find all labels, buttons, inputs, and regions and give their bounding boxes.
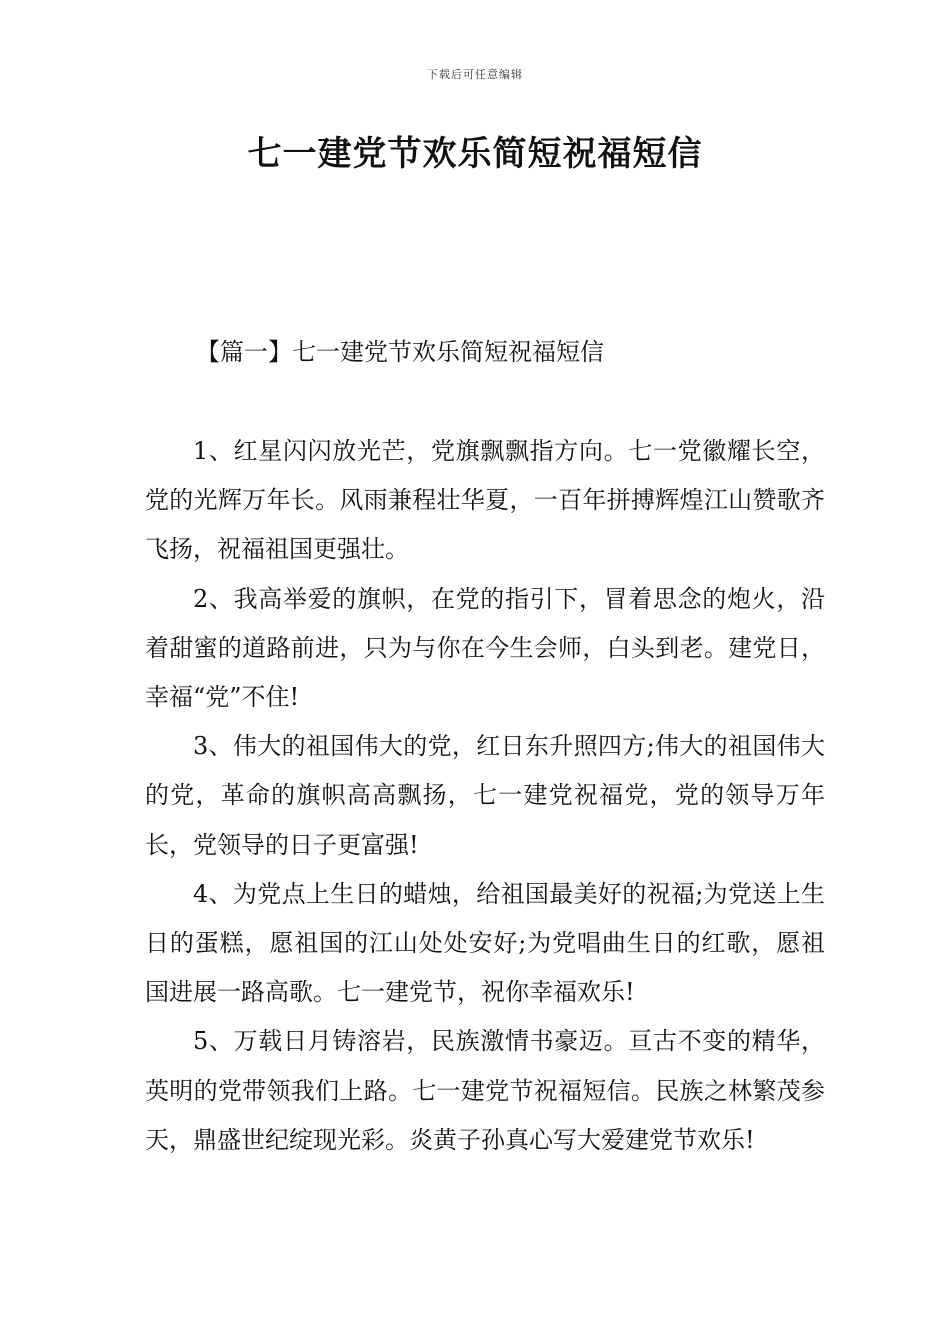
paragraph-2: 2、我高举爱的旗帜，在党的指引下，冒着思念的炮火，沿着甜蜜的道路前进，只为与你在今生会师，白头到老。建党日，幸福“党”不住! — [145, 584, 825, 712]
paragraph-4: 4、为党点上生日的蜡烛，给祖国最美好的祝福;为党送上生日的蛋糕，愿祖国的江山处处安好;为党唱曲生日的红歌，愿祖国进展一路高歌。七一建党节，祝你幸福欢乐! — [145, 879, 825, 1007]
body-text — [145, 427, 825, 1165]
paragraph-5: 5、万载日月铸溶岩，民族激情书豪迈。亘古不变的精华，英明的党带领我们上路。七一建党节祝福短信。民族之林繁茂参天，鼎盛世纪绽现光彩。炎黄子孙真心写大爱建党节欢乐! — [145, 1027, 825, 1154]
paragraph-3: 3、伟大的祖国伟大的党，红日东升照四方;伟大的祖国伟大的党，革命的旗帜高高飘扬，七一建党祝福党，党的领导万年长，党领导的日子更富强! — [145, 732, 825, 859]
document-title: 七一建党节欢乐简短祝福短信 — [247, 134, 703, 174]
section-heading: 【篇一】七一建党节欢乐简短祝福短信 — [196, 338, 604, 366]
header-note: 下载后可任意编辑 — [427, 68, 523, 81]
paragraph-1: 1、红星闪闪放光芒，党旗飘飘指方向。七一党徽耀长空，党的光辉万年长。风雨兼程壮华夏，一百年拼搏辉煌江山赞歌齐飞扬，祝福祖国更强壮。 — [145, 437, 825, 564]
